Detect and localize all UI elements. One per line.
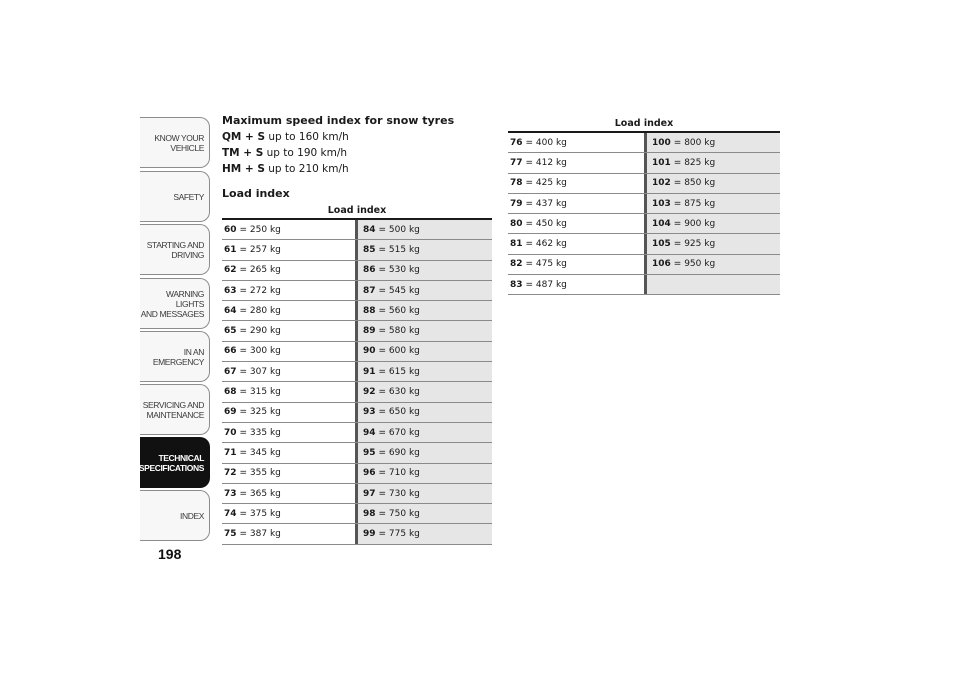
left-cell	[222, 524, 355, 543]
table-row	[508, 255, 780, 275]
load-index-number: 102	[652, 178, 671, 189]
load-index-number: 106	[652, 259, 671, 270]
left-cell	[508, 214, 644, 233]
right-cell	[355, 524, 492, 543]
load-index-number: 92	[363, 387, 376, 398]
load-index-number: 81	[510, 239, 523, 250]
load-value: = 250 kg	[239, 224, 281, 235]
load-index-number: 86	[363, 265, 376, 276]
right-cell	[355, 403, 492, 422]
right-cell	[355, 321, 492, 340]
load-value: = 462 kg	[525, 239, 567, 250]
load-value: = 345 kg	[239, 447, 281, 458]
load-value: = 365 kg	[239, 488, 281, 499]
load-value: = 560 kg	[378, 305, 420, 316]
left-cell	[222, 261, 355, 280]
load-value: = 257 kg	[239, 244, 281, 255]
table-row	[222, 484, 492, 504]
speed-text: up to 210 km/h	[268, 163, 349, 175]
load-index-table-1	[222, 218, 492, 545]
load-index-number: 60	[224, 224, 237, 235]
load-value: = 875 kg	[673, 198, 716, 209]
left-cell	[222, 240, 355, 259]
load-value: = 400 kg	[525, 137, 567, 148]
load-index-number: 70	[224, 427, 237, 438]
right-cell	[355, 240, 492, 259]
load-index-number: 87	[363, 285, 376, 296]
load-value: = 450 kg	[525, 218, 567, 229]
load-value: = 325 kg	[239, 407, 281, 418]
load-value: = 500 kg	[378, 224, 420, 235]
tab-servicing-and-maintenance[interactable]: SERVICING AND MAINTENANCE	[140, 384, 210, 435]
load-value: = 710 kg	[378, 468, 420, 479]
load-index-number: 90	[363, 346, 376, 357]
table-row	[508, 174, 780, 194]
load-value: = 475 kg	[525, 259, 567, 270]
tab-technical-specifications[interactable]: TECHNICAL SPECIFICATIONS	[140, 437, 210, 488]
table2-title: Load index	[614, 118, 674, 129]
load-value: = 375 kg	[239, 508, 281, 519]
table-row	[222, 301, 492, 321]
left-cell	[508, 174, 644, 193]
load-index-number: 61	[224, 244, 237, 255]
right-cell	[355, 281, 492, 300]
speed-line	[222, 163, 349, 175]
load-value: = 615 kg	[378, 366, 420, 377]
left-cell	[508, 255, 644, 274]
load-index-number: 62	[224, 265, 237, 276]
load-index-table-2	[508, 131, 780, 295]
table1-title: Load index	[327, 205, 387, 216]
left-cell	[222, 484, 355, 503]
left-cell	[222, 342, 355, 361]
tab-safety[interactable]: SAFETY	[140, 171, 210, 222]
load-value: = 272 kg	[239, 285, 281, 296]
speed-line	[222, 147, 347, 159]
left-cell	[508, 153, 644, 172]
load-value: = 487 kg	[525, 279, 567, 290]
load-value: = 425 kg	[525, 178, 567, 189]
tab-index[interactable]: INDEX	[140, 490, 210, 541]
load-value: = 850 kg	[673, 178, 716, 189]
left-cell	[508, 194, 644, 213]
left-cell	[222, 443, 355, 462]
left-cell	[222, 423, 355, 442]
load-value: = 690 kg	[378, 447, 420, 458]
load-index-number: 64	[224, 305, 237, 316]
load-value: = 545 kg	[378, 285, 420, 296]
load-value: = 650 kg	[378, 407, 420, 418]
load-index-number: 78	[510, 178, 523, 189]
speed-text: up to 160 km/h	[268, 131, 349, 143]
right-cell	[355, 382, 492, 401]
load-index-number: 96	[363, 468, 376, 479]
load-value: = 437 kg	[525, 198, 567, 209]
load-index-number: 95	[363, 447, 376, 458]
right-cell	[355, 423, 492, 442]
table-row	[508, 214, 780, 234]
load-value: = 315 kg	[239, 387, 281, 398]
load-index-number: 97	[363, 488, 376, 499]
load-value: = 800 kg	[673, 137, 716, 148]
load-index-number: 98	[363, 508, 376, 519]
speed-code: TM + S	[222, 147, 264, 159]
right-cell	[644, 133, 780, 152]
load-index-number: 80	[510, 218, 523, 229]
right-cell	[355, 484, 492, 503]
load-index-number: 94	[363, 427, 376, 438]
load-value: = 412 kg	[525, 157, 567, 168]
table-row	[222, 504, 492, 524]
speed-code: QM + S	[222, 131, 266, 143]
load-index-number: 73	[224, 488, 237, 499]
right-cell	[355, 261, 492, 280]
table-row	[222, 342, 492, 362]
left-cell	[222, 220, 355, 239]
table-row	[508, 234, 780, 254]
table-row	[222, 443, 492, 463]
left-cell	[222, 382, 355, 401]
table-row	[222, 524, 492, 544]
load-value: = 307 kg	[239, 366, 281, 377]
load-index-number: 65	[224, 326, 237, 337]
load-index-number: 69	[224, 407, 237, 418]
load-value: = 387 kg	[239, 529, 281, 540]
load-index-number: 103	[652, 198, 671, 209]
tab-know-your-vehicle[interactable]: KNOW YOUR VEHICLE	[140, 117, 210, 168]
table-row	[222, 362, 492, 382]
table-row	[222, 240, 492, 260]
tab-warning-lights[interactable]: WARNING LIGHTS AND MESSAGES	[140, 278, 210, 329]
right-cell	[355, 301, 492, 320]
table-row	[508, 194, 780, 214]
load-value: = 900 kg	[673, 218, 716, 229]
load-value: = 825 kg	[673, 157, 716, 168]
load-value: = 530 kg	[378, 265, 420, 276]
speed-text: up to 190 km/h	[266, 147, 348, 159]
load-value: = 630 kg	[378, 387, 420, 398]
tab-in-an-emergency[interactable]: IN AN EMERGENCY	[140, 331, 210, 382]
load-index-number: 66	[224, 346, 237, 357]
load-index-number: 99	[363, 529, 376, 540]
load-index-number: 84	[363, 224, 376, 235]
load-index-number: 67	[224, 366, 237, 377]
right-cell	[355, 342, 492, 361]
table-row	[222, 464, 492, 484]
right-cell	[644, 174, 780, 193]
load-index-number: 89	[363, 326, 376, 337]
load-value: = 290 kg	[239, 326, 281, 337]
load-index-number: 72	[224, 468, 237, 479]
right-cell	[355, 504, 492, 523]
table-row	[222, 382, 492, 402]
left-cell	[508, 133, 644, 152]
left-cell	[222, 464, 355, 483]
load-index-number: 63	[224, 285, 237, 296]
load-index-number: 74	[224, 508, 237, 519]
left-cell	[508, 275, 644, 294]
table-row	[222, 423, 492, 443]
load-value: = 750 kg	[378, 508, 420, 519]
right-cell	[644, 214, 780, 233]
left-cell	[222, 504, 355, 523]
load-value: = 355 kg	[239, 468, 281, 479]
table-row	[222, 403, 492, 423]
load-index-number: 88	[363, 305, 376, 316]
right-cell	[644, 153, 780, 172]
left-cell	[222, 403, 355, 422]
table-row	[222, 281, 492, 301]
load-index-number: 71	[224, 447, 237, 458]
load-value: = 730 kg	[378, 488, 420, 499]
load-value: = 925 kg	[673, 239, 716, 250]
left-cell	[508, 234, 644, 253]
load-index-number: 91	[363, 366, 376, 377]
load-index-number: 79	[510, 198, 523, 209]
table-row	[222, 321, 492, 341]
load-index-number: 76	[510, 137, 523, 148]
right-cell	[644, 255, 780, 274]
right-cell	[355, 362, 492, 381]
speed-index-heading: Maximum speed index for snow tyres	[222, 114, 455, 127]
left-cell	[222, 321, 355, 340]
right-cell	[644, 275, 780, 294]
load-index-number: 105	[652, 239, 671, 250]
load-index-number: 68	[224, 387, 237, 398]
page-number: 198	[158, 546, 182, 562]
load-value: = 280 kg	[239, 305, 281, 316]
table-row	[222, 220, 492, 240]
load-value: = 580 kg	[378, 326, 420, 337]
load-value: = 335 kg	[239, 427, 281, 438]
load-index-number: 82	[510, 259, 523, 270]
load-index-heading: Load index	[222, 187, 290, 200]
left-cell	[222, 281, 355, 300]
load-index-number: 75	[224, 529, 237, 540]
table-row	[508, 153, 780, 173]
right-cell	[355, 220, 492, 239]
load-value: = 300 kg	[239, 346, 281, 357]
left-cell	[222, 301, 355, 320]
load-value: = 265 kg	[239, 265, 281, 276]
table-row	[508, 275, 780, 295]
load-index-number: 93	[363, 407, 376, 418]
load-index-number: 101	[652, 157, 671, 168]
load-value: = 670 kg	[378, 427, 420, 438]
load-index-number: 85	[363, 244, 376, 255]
load-value: = 775 kg	[378, 529, 420, 540]
left-cell	[222, 362, 355, 381]
right-cell	[355, 443, 492, 462]
table-row	[508, 133, 780, 153]
right-cell	[644, 194, 780, 213]
load-value: = 515 kg	[378, 244, 420, 255]
load-index-number: 77	[510, 157, 523, 168]
load-index-number: 83	[510, 279, 523, 290]
load-value: = 950 kg	[673, 259, 716, 270]
tab-starting-and-driving[interactable]: STARTING AND DRIVING	[140, 224, 210, 275]
load-index-number: 100	[652, 137, 671, 148]
load-value: = 600 kg	[378, 346, 420, 357]
right-cell	[355, 464, 492, 483]
load-index-number: 104	[652, 218, 671, 229]
right-cell	[644, 234, 780, 253]
speed-line	[222, 131, 349, 143]
speed-code: HM + S	[222, 163, 265, 175]
table-row	[222, 261, 492, 281]
